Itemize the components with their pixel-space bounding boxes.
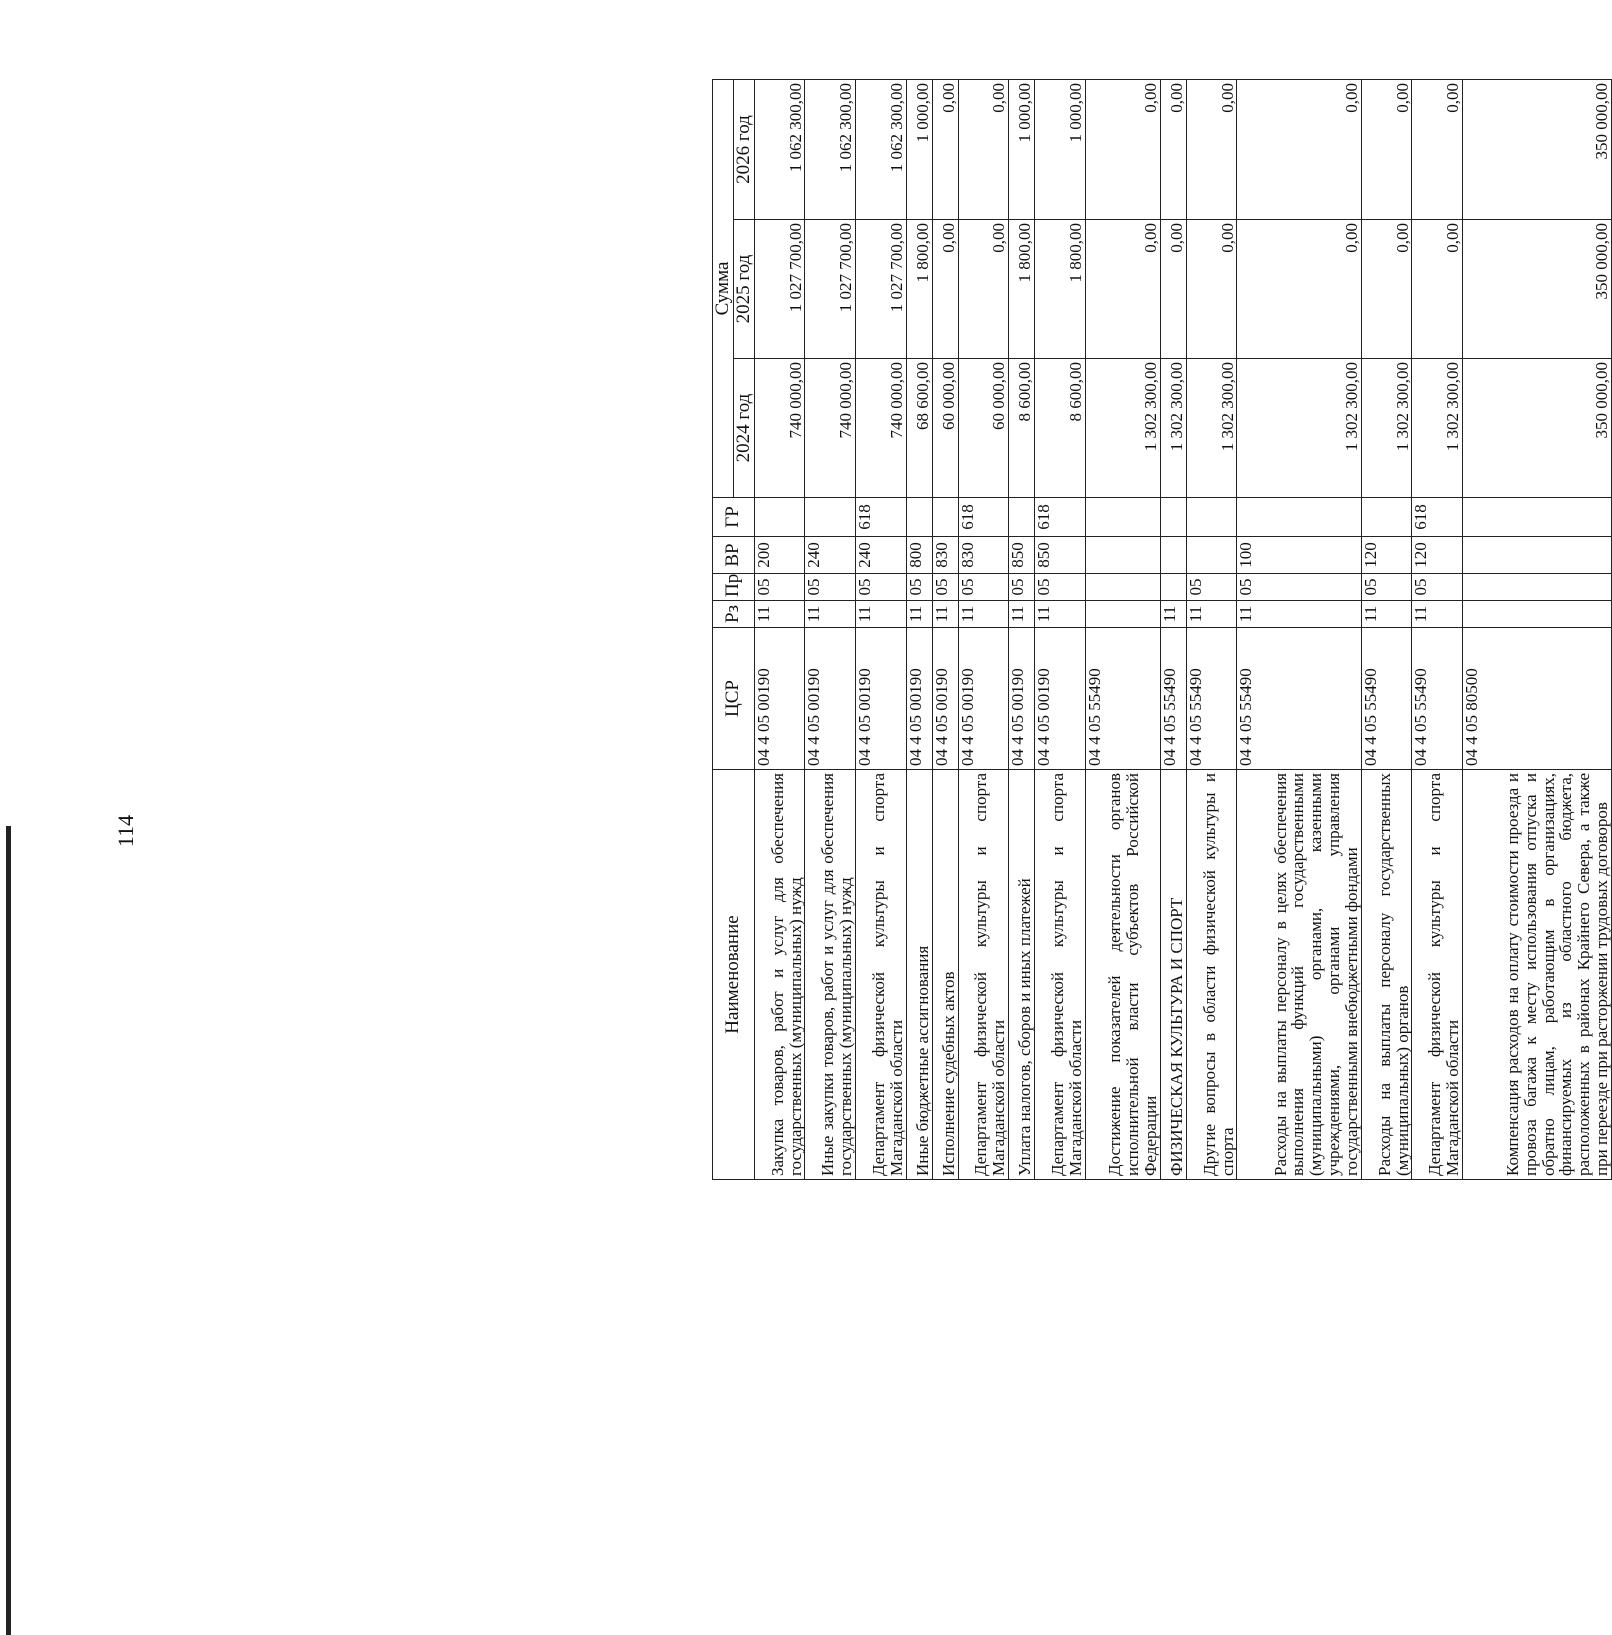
cell-2025: 0,00	[1085, 220, 1160, 359]
cell-name: Уплата налогов, сборов и иных платежей	[1009, 770, 1035, 1180]
cell-name: Департамент физической культуры и спорта Магаданской области	[856, 770, 907, 1180]
cell-pr: 05	[1009, 574, 1035, 601]
header-2025: 2025 год	[733, 220, 754, 359]
cell-pr: 05	[1035, 574, 1086, 601]
header-gr: ГР	[713, 498, 755, 537]
table-row	[906, 79, 932, 1179]
table-row	[1085, 79, 1160, 1179]
header-row-1	[713, 79, 734, 1179]
cell-gr	[932, 498, 958, 537]
cell-2025: 1 027 700,00	[805, 220, 856, 359]
table-row	[1412, 79, 1463, 1179]
cell-vr: 850	[1009, 537, 1035, 574]
cell-gr	[1009, 498, 1035, 537]
table-row	[1009, 79, 1035, 1179]
cell-2025: 1 027 700,00	[856, 220, 907, 359]
cell-csr: 04 4 05 00190	[805, 628, 856, 770]
cell-gr	[906, 498, 932, 537]
cell-name: Компенсация расходов на оплату стоимости проезда и провоза багажа к месту использования отпуска и обратно лицам, работающим в организациях, финансируемых из областного бюджета, расположенных в районах Крайнего Севера, а также при переезде при расторжении трудовых договоров	[1462, 770, 1611, 1180]
page-number: 114	[113, 814, 138, 848]
cell-rz	[1085, 601, 1160, 628]
cell-2026: 1 062 300,00	[805, 79, 856, 219]
header-name: Наименование	[713, 770, 755, 1180]
header-pr: Пр	[713, 574, 755, 601]
cell-rz: 11	[1237, 601, 1361, 628]
cell-2024: 1 302 300,00	[1237, 359, 1361, 498]
cell-vr: 120	[1361, 537, 1412, 574]
cell-pr	[1462, 574, 1611, 601]
cell-gr	[1160, 498, 1186, 537]
cell-pr	[1085, 574, 1160, 601]
cell-rz: 11	[1160, 601, 1186, 628]
cell-2025: 0,00	[958, 220, 1009, 359]
cell-pr: 05	[805, 574, 856, 601]
cell-2025: 0,00	[1160, 220, 1186, 359]
cell-csr: 04 4 05 55490	[1412, 628, 1463, 770]
cell-gr	[1361, 498, 1412, 537]
header-2026: 2026 год	[733, 79, 754, 219]
cell-2024: 60 000,00	[958, 359, 1009, 498]
cell-vr	[1462, 537, 1611, 574]
cell-csr: 04 4 05 00190	[754, 628, 805, 770]
header-sum: Сумма	[713, 79, 734, 497]
cell-2024: 1 302 300,00	[1160, 359, 1186, 498]
cell-pr: 05	[856, 574, 907, 601]
table-row	[1361, 79, 1412, 1179]
cell-2024: 740 000,00	[754, 359, 805, 498]
cell-csr: 04 4 05 00190	[1009, 628, 1035, 770]
cell-rz	[1462, 601, 1611, 628]
header-2024: 2024 год	[733, 359, 754, 498]
cell-vr: 120	[1412, 537, 1463, 574]
cell-vr: 100	[1237, 537, 1361, 574]
cell-2026: 0,00	[932, 79, 958, 219]
header-vr: ВР	[713, 537, 755, 574]
budget-table	[712, 79, 1612, 1180]
cell-name: Иные бюджетные ассигнования	[906, 770, 932, 1180]
cell-csr: 04 4 05 00190	[856, 628, 907, 770]
cell-name: Иные закупки товаров, работ и услуг для обеспечения государственных (муниципальных) нужд	[805, 770, 856, 1180]
cell-rz: 11	[856, 601, 907, 628]
cell-rz: 11	[958, 601, 1009, 628]
cell-rz: 11	[805, 601, 856, 628]
cell-2026: 0,00	[1160, 79, 1186, 219]
cell-2024: 1 302 300,00	[1085, 359, 1160, 498]
cell-rz: 11	[754, 601, 805, 628]
table-row	[856, 79, 907, 1179]
cell-csr: 04 4 05 55490	[1085, 628, 1160, 770]
cell-vr	[1186, 537, 1237, 574]
cell-rz: 11	[1035, 601, 1086, 628]
cell-csr: 04 4 05 00190	[906, 628, 932, 770]
cell-vr: 800	[906, 537, 932, 574]
cell-name: Закупка товаров, работ и услуг для обеспечения государственных (муниципальных) нужд	[754, 770, 805, 1180]
cell-2026: 1 062 300,00	[856, 79, 907, 219]
cell-2026: 1 062 300,00	[754, 79, 805, 219]
cell-gr: 618	[1412, 498, 1463, 537]
header-csr: ЦСР	[713, 628, 755, 770]
table-row	[958, 79, 1009, 1179]
cell-vr: 240	[805, 537, 856, 574]
header-rz: Рз	[713, 601, 755, 628]
cell-2026: 0,00	[1412, 79, 1463, 219]
cell-rz: 11	[906, 601, 932, 628]
cell-pr: 05	[958, 574, 1009, 601]
cell-2024: 60 000,00	[932, 359, 958, 498]
cell-gr: 618	[958, 498, 1009, 537]
cell-pr: 05	[754, 574, 805, 601]
cell-2024: 8 600,00	[1035, 359, 1086, 498]
cell-name: Расходы на выплаты персоналу государственных (муниципальных) органов	[1361, 770, 1412, 1180]
cell-2026: 0,00	[1186, 79, 1237, 219]
table-row	[805, 79, 856, 1179]
cell-vr: 830	[932, 537, 958, 574]
rotated-table-container	[712, 80, 1612, 1180]
cell-vr: 240	[856, 537, 907, 574]
cell-pr: 05	[1361, 574, 1412, 601]
cell-rz: 11	[1009, 601, 1035, 628]
cell-2025: 0,00	[932, 220, 958, 359]
table-row	[754, 79, 805, 1179]
cell-2024: 740 000,00	[856, 359, 907, 498]
cell-2025: 1 800,00	[1035, 220, 1086, 359]
cell-2025: 0,00	[1412, 220, 1463, 359]
cell-2024: 8 600,00	[1009, 359, 1035, 498]
cell-2026: 0,00	[1361, 79, 1412, 219]
cell-gr	[754, 498, 805, 537]
cell-csr: 04 4 05 55490	[1160, 628, 1186, 770]
cell-gr	[1462, 498, 1611, 537]
cell-rz: 11	[1186, 601, 1237, 628]
cell-rz: 11	[1412, 601, 1463, 628]
cell-gr: 618	[1035, 498, 1086, 537]
cell-name: ФИЗИЧЕСКАЯ КУЛЬТУРА И СПОРТ	[1160, 770, 1186, 1180]
table-row	[1462, 79, 1611, 1179]
cell-name: Департамент физической культуры и спорта Магаданской области	[1035, 770, 1086, 1180]
cell-2026: 0,00	[1085, 79, 1160, 219]
cell-gr	[1085, 498, 1160, 537]
cell-name: Другие вопросы в области физической культуры и спорта	[1186, 770, 1237, 1180]
cell-gr	[1186, 498, 1237, 537]
cell-gr: 618	[856, 498, 907, 537]
cell-2025: 1 800,00	[1009, 220, 1035, 359]
cell-csr: 04 4 05 00190	[932, 628, 958, 770]
cell-vr: 200	[754, 537, 805, 574]
table-row	[1035, 79, 1086, 1179]
cell-csr: 04 4 05 00190	[958, 628, 1009, 770]
cell-vr: 850	[1035, 537, 1086, 574]
binding-edge-mark	[6, 826, 11, 1635]
cell-2024: 1 302 300,00	[1186, 359, 1237, 498]
cell-vr: 830	[958, 537, 1009, 574]
cell-2025: 1 027 700,00	[754, 220, 805, 359]
cell-2026: 1 000,00	[906, 79, 932, 219]
cell-pr: 05	[1186, 574, 1237, 601]
cell-pr: 05	[906, 574, 932, 601]
cell-rz: 11	[932, 601, 958, 628]
cell-2024: 350 000,00	[1462, 359, 1611, 498]
table-row	[1237, 79, 1361, 1179]
cell-2025: 0,00	[1237, 220, 1361, 359]
cell-2026: 350 000,00	[1462, 79, 1611, 219]
cell-csr: 04 4 05 55490	[1186, 628, 1237, 770]
cell-pr: 05	[1237, 574, 1361, 601]
cell-csr: 04 4 05 00190	[1035, 628, 1086, 770]
cell-name: Достижение показателей деятельности органов исполнительной власти субъектов Российской Федерации	[1085, 770, 1160, 1180]
cell-2026: 0,00	[958, 79, 1009, 219]
cell-2024: 68 600,00	[906, 359, 932, 498]
cell-csr: 04 4 05 55490	[1361, 628, 1412, 770]
cell-gr	[1237, 498, 1361, 537]
cell-name: Расходы на выплаты персоналу в целях обеспечения выполнения функций государственными (муниципальными) органами, казенными учреждениями, органами управления государственными внебюджетными фондами	[1237, 770, 1361, 1180]
cell-gr	[805, 498, 856, 537]
cell-vr	[1160, 537, 1186, 574]
cell-2024: 1 302 300,00	[1412, 359, 1463, 498]
cell-2026: 1 000,00	[1035, 79, 1086, 219]
table-row	[1186, 79, 1237, 1179]
cell-pr	[1160, 574, 1186, 601]
cell-rz: 11	[1361, 601, 1412, 628]
cell-vr	[1085, 537, 1160, 574]
cell-name: Департамент физической культуры и спорта Магаданской области	[1412, 770, 1463, 1180]
cell-2026: 1 000,00	[1009, 79, 1035, 219]
table-row	[1160, 79, 1186, 1179]
cell-pr: 05	[932, 574, 958, 601]
cell-2024: 740 000,00	[805, 359, 856, 498]
cell-pr: 05	[1412, 574, 1463, 601]
cell-name: Департамент физической культуры и спорта Магаданской области	[958, 770, 1009, 1180]
cell-2025: 0,00	[1186, 220, 1237, 359]
cell-2025: 0,00	[1361, 220, 1412, 359]
cell-2026: 0,00	[1237, 79, 1361, 219]
cell-2025: 1 800,00	[906, 220, 932, 359]
cell-2025: 350 000,00	[1462, 220, 1611, 359]
table-row	[932, 79, 958, 1179]
cell-csr: 04 4 05 80500	[1462, 628, 1611, 770]
cell-name: Исполнение судебных актов	[932, 770, 958, 1180]
cell-2024: 1 302 300,00	[1361, 359, 1412, 498]
cell-csr: 04 4 05 55490	[1237, 628, 1361, 770]
